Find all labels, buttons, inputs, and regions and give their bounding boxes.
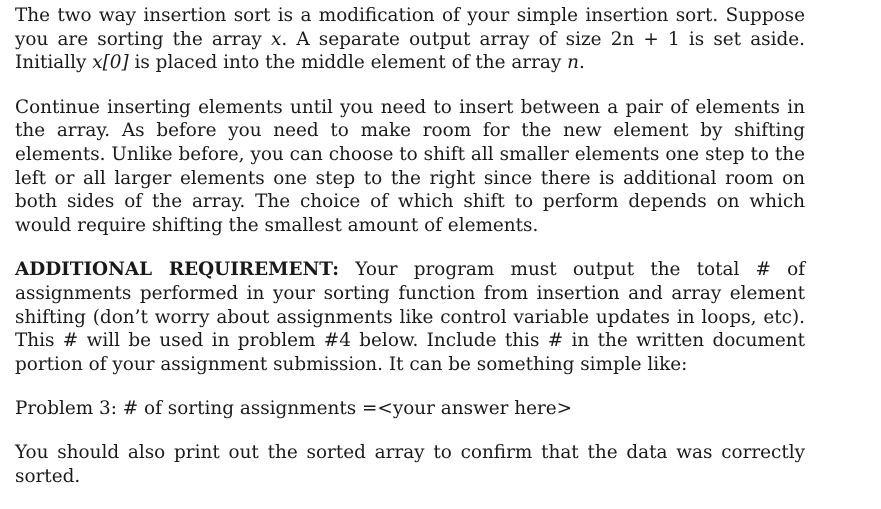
intro-text-3: is set aside. Initially	[15, 28, 805, 74]
requirement-text: Your program must output the total # of assignments performed in your sorting function from insertion and array element shifting (don’t worry about assignments like control variable updates in loops, etc). This # will be used in problem #4 below. Include this # in the written document portion of your assignment submission. It can be something simple like:	[15, 259, 805, 375]
paragraph-intro	[15, 4, 805, 75]
requirement-heading: ADDITIONAL REQUIREMENT:	[15, 259, 340, 281]
math-var-x: x	[270, 28, 282, 50]
intro-text-1: The two way insertion sort is a modification of your simple insertion sort. Suppose you are sorting the array	[15, 5, 805, 50]
intro-text-2: . A separate output array of size	[281, 28, 611, 50]
paragraph-print-sorted: You should also print out the sorted array to confirm that the data was correctly sorted.	[15, 441, 805, 487]
document-body	[15, 4, 805, 509]
paragraph-additional-requirement	[15, 258, 805, 376]
intro-text-4: is placed into the middle element of the array	[128, 52, 568, 74]
math-x0: x[0]	[92, 52, 129, 74]
intro-text-5: .	[578, 52, 585, 74]
paragraph-problem-example: Problem 3: # of sorting assignments =<your answer here>	[15, 398, 573, 420]
math-size-expr: 2n + 1	[610, 28, 680, 50]
paragraph-continue: Continue inserting elements until you need to insert between a pair of elements in the array. As before you need to make room for the new element by shifting elements. Unlike before, you can choose to shift all smaller elements one step to the left or all larger elements one step to the right since there is additional room on both sides of the array. The choice of which shift to perform depends on which would require shifting the smallest amount of elements.	[15, 96, 805, 236]
math-var-n: n	[567, 52, 579, 74]
